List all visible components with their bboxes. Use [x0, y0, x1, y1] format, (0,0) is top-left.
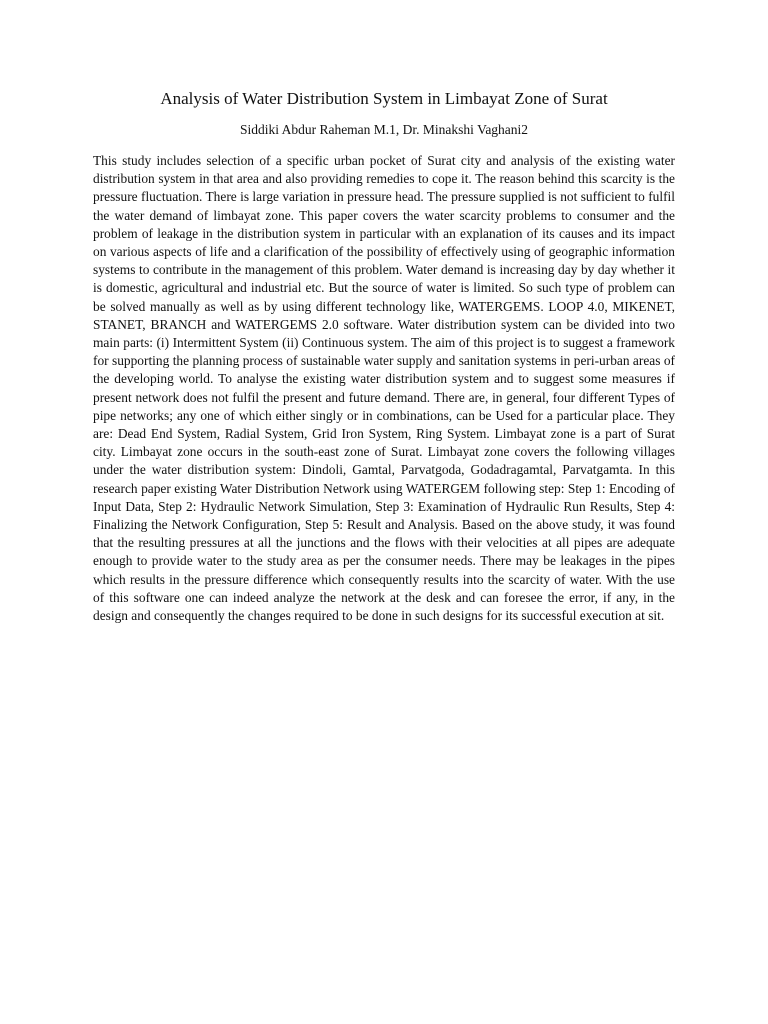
- paper-authors: Siddiki Abdur Raheman M.1, Dr. Minakshi Vaghani2: [239, 122, 529, 137]
- paper-title: Analysis of Water Distribution System in Limbayat Zone of Surat: [160, 89, 608, 108]
- paper-abstract: This study includes selection of a specific urban pocket of Surat city and analysis of the existing water distribution system in that area and also providing remedies to cope it. The reason behind this scarcity is the pressure fluctuation. There is large variation in pressure head. The pressure supplied is not sufficient to fulfil the water demand of limbayat zone. This paper covers the water scarcity problems to consumer and the problem of leakage in the distribution system in particular with an explanation of its causes and its impact on various aspects of life and a clarification of the possibility of effectively using of geographic information systems to contribute in the management of this problem. Water demand is increasing day by day whether it is domestic, agricultural and industrial etc. But the source of water is limited. So such type of problem can be solved manually as well as by using different technology like, WATERGEMS. LOOP 4.0, MIKENET, STANET, BRANCH and WATERGEMS 2.0 software. Water distribution system can be divided into two main parts: (i) Intermittent System (ii) Continuous system. The aim of this project is to suggest a framework for supporting the planning process of sustainable water supply and sanitation systems in peri-urban areas of the developing world. To analyse the existing water distribution system and to suggest some measures if present network does not fulfil the present and future demand. There are, in general, four different Types of pipe networks; any one of which either singly or in combinations, can be Used for a particular place. They are: Dead End System, Radial System, Grid Iron System, Ring System. Limbayat zone is a part of Surat city. Limbayat zone occurs in the south-east zone of Surat. Limbayat zone covers the following villages under the water distribution system: Dindoli, Gamtal, Parvatgoda, Godadragamtal, Parvatgamta. In this research paper existing Water Distribution Network using WATERGEM following step: Step 1: Encoding of Input Data, Step 2: Hydraulic Network Simulation, Step 3: Examination of Hydraulic Run Results, Step 4: Finalizing the Network Configuration, Step 5: Result and Analysis. Based on the above study, it was found that the resulting pressures at all the junctions and the flows with their velocities at all pipes are adequate enough to provide water to the study area as per the consumer needs. There may be leakages in the pipes which results in the pressure difference which consequently results into the scarcity of water. With the use of this software one can indeed analyze the network at the desk and can foresee the error, if any, in the design and consequently the changes required to be done in such designs for its successful execution at sit.: [93, 153, 675, 624]
